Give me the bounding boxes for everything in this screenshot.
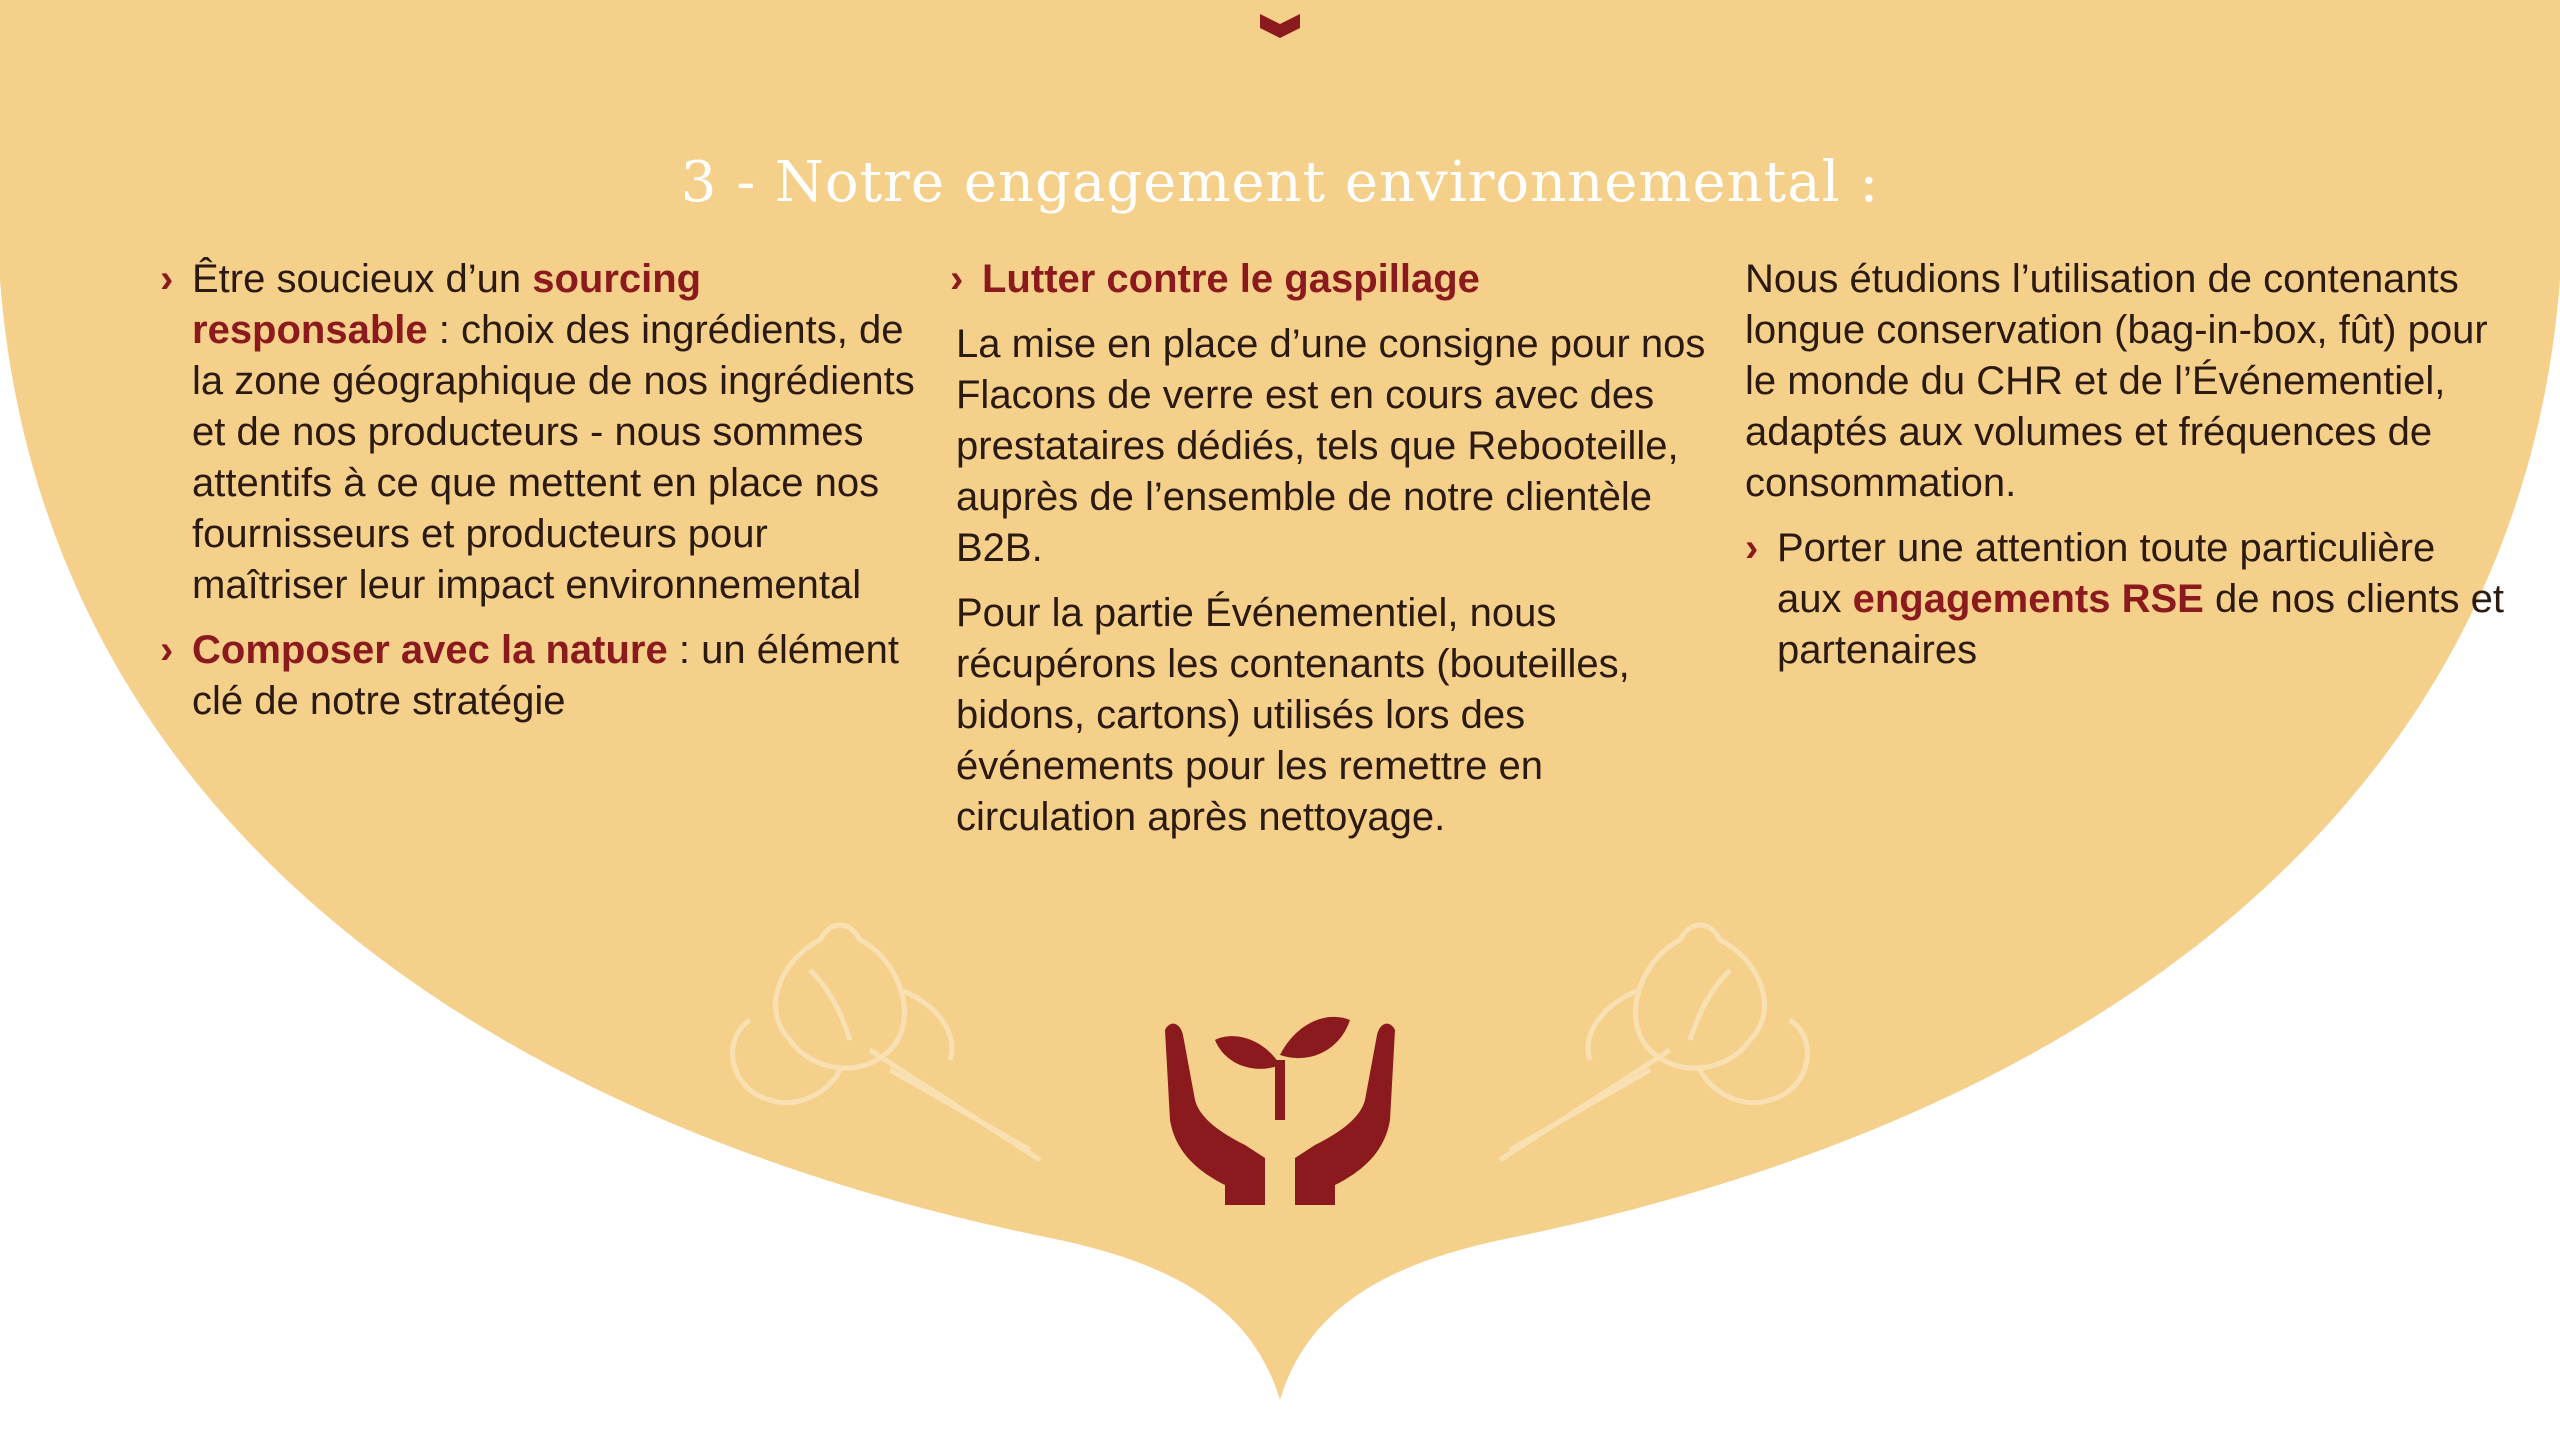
flower-illustration-icon xyxy=(700,900,1060,1180)
bullet-icon: › xyxy=(1745,526,1759,570)
chevron-mark-icon xyxy=(1256,10,1304,40)
page-title: 3 - Notre engagement environnemental : xyxy=(680,150,1880,215)
paragraph-contenants: Nous étudions l’utilisation de contenants longue conservation (bag-in-box, fût) pour le monde du CHR et de l’Événementiel, adaptés aux volumes et fréquences de consommation. xyxy=(1745,257,2488,505)
item-text: Porter une attention toute particulière aux xyxy=(1777,526,2436,621)
item-text: de nos clients et partenaires xyxy=(1777,577,2505,672)
paragraph-evenementiel: Pour la partie Événementiel, nous récupérons les contenants (bouteilles, bidons, cartons) utilisés lors des événements pour les remettre en circulation après nettoyage. xyxy=(956,591,1630,839)
column-contenants xyxy=(1745,254,2505,690)
item-text: : choix des ingrédients, de la zone géographique de nos ingrédients et de nos producteurs - nous sommes attentifs à ce que mettent en place nos fournisseurs et producteurs pour maîtriser leur impact environnemental xyxy=(192,308,915,607)
item-text: Être soucieux d’un xyxy=(192,257,533,301)
paragraph-consigne: La mise en place d’une consigne pour nos Flacons de verre est en cours avec des prestataires dédiés, tels que Rebooteille, auprès de l’ensemble de notre clientèle B2B. xyxy=(956,322,1706,570)
bullet-icon: › xyxy=(160,628,174,672)
item-highlight: sourcing responsable xyxy=(192,257,702,352)
list-item-nature xyxy=(160,625,920,727)
bullet-icon: › xyxy=(160,257,174,301)
bullet-icon: › xyxy=(950,257,964,301)
item-highlight: Composer avec la nature xyxy=(192,628,668,672)
list-item-sourcing xyxy=(160,254,920,611)
column-gaspillage xyxy=(950,254,1710,857)
hands-holding-plant-icon xyxy=(1155,1000,1405,1220)
section-heading: Lutter contre le gaspillage xyxy=(982,257,1480,301)
flower-illustration-icon xyxy=(1480,900,1840,1180)
item-highlight: engagements RSE xyxy=(1852,577,2204,621)
list-item-gaspillage xyxy=(950,254,1710,305)
column-sourcing xyxy=(160,254,920,741)
item-text: : un élément clé de notre stratégie xyxy=(192,628,899,723)
list-item-rse xyxy=(1745,523,2505,676)
